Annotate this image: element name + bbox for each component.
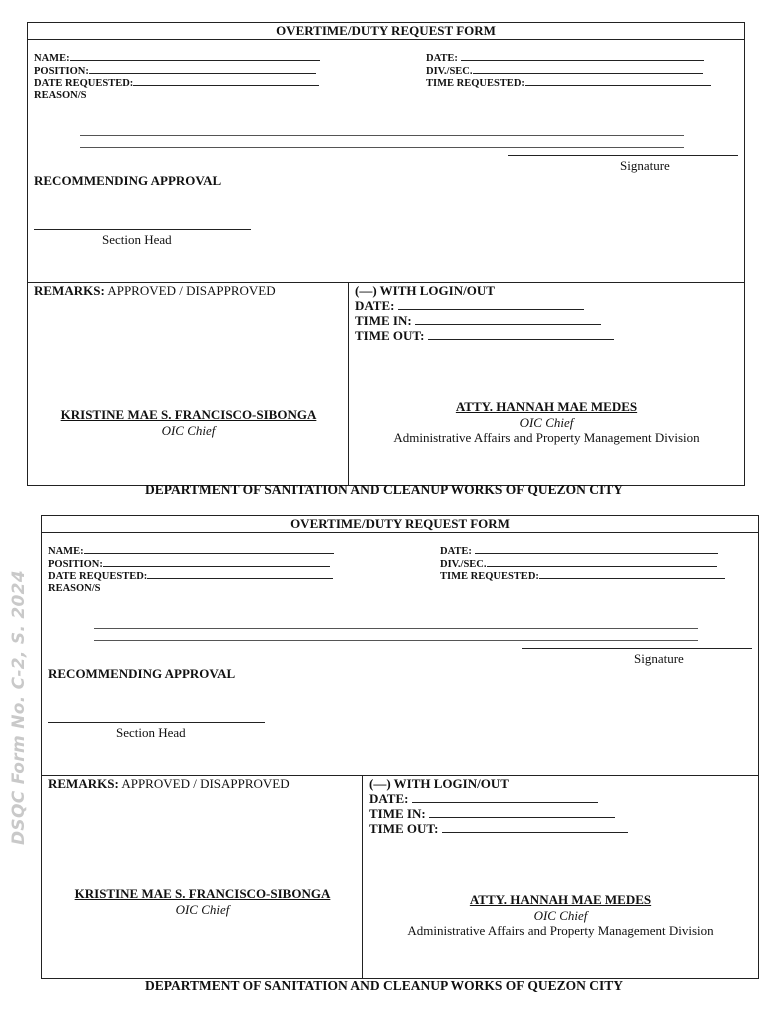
remarks-label: REMARKS: xyxy=(34,283,105,298)
time-in-field[interactable] xyxy=(415,314,601,325)
right-signatory-title: OIC Chief xyxy=(533,907,588,923)
div-sec-field[interactable] xyxy=(487,558,717,567)
time-out-field[interactable] xyxy=(428,329,614,340)
time-in-field[interactable] xyxy=(429,807,615,818)
form-title: OVERTIME/DUTY REQUEST FORM xyxy=(28,23,744,40)
date-requested-label: DATE REQUESTED: xyxy=(48,571,148,582)
approval-section xyxy=(42,775,758,978)
login-cell xyxy=(363,776,758,979)
reason-line-2[interactable] xyxy=(80,147,684,148)
time-requested-field[interactable] xyxy=(525,77,711,86)
time-out-field[interactable] xyxy=(442,822,628,833)
department-name: DEPARTMENT OF SANITATION AND CLEANUP WORKS OF QUEZON CITY xyxy=(144,482,624,497)
signature-line[interactable] xyxy=(522,648,752,649)
left-signatory-name: KRISTINE MAE S. FRANCISCO-SIBONGA xyxy=(74,886,331,901)
right-signatory xyxy=(349,399,744,446)
remarks-label: REMARKS: xyxy=(48,776,119,791)
login-date-field[interactable] xyxy=(412,792,598,803)
name-label: NAME: xyxy=(34,53,70,64)
left-signatory xyxy=(42,886,363,917)
name-label: NAME: xyxy=(48,546,84,557)
left-signatory-name: KRISTINE MAE S. FRANCISCO-SIBONGA xyxy=(60,407,317,422)
name-field[interactable] xyxy=(84,545,334,554)
section-head-signature-line[interactable] xyxy=(48,722,265,723)
right-signatory xyxy=(363,892,758,939)
right-signatory-title: OIC Chief xyxy=(519,414,574,430)
right-signatory-division: Administrative Affairs and Property Management Division xyxy=(393,430,700,445)
section-head-signature-line[interactable] xyxy=(34,229,251,230)
request-fields xyxy=(34,52,738,102)
time-out-label: TIME OUT: xyxy=(369,821,439,836)
section-head-label: Section Head xyxy=(116,725,186,740)
overtime-request-form-2 xyxy=(41,515,759,979)
form-title: OVERTIME/DUTY REQUEST FORM xyxy=(42,516,758,533)
department-name: DEPARTMENT OF SANITATION AND CLEANUP WORKS OF QUEZON CITY xyxy=(144,978,624,993)
reason-line-1[interactable] xyxy=(80,135,684,136)
signature-line[interactable] xyxy=(508,155,738,156)
date-field[interactable] xyxy=(475,545,718,554)
left-signatory-title: OIC Chief xyxy=(175,901,230,917)
date-requested-label: DATE REQUESTED: xyxy=(34,78,134,89)
position-field[interactable] xyxy=(103,558,330,567)
remarks xyxy=(34,283,276,299)
request-section xyxy=(28,40,744,282)
date-label: DATE: xyxy=(426,53,458,64)
div-sec-label: DIV./SEC. xyxy=(426,65,473,77)
login-cell xyxy=(349,283,744,486)
right-signatory-name: ATTY. HANNAH MAE MEDES xyxy=(455,399,638,414)
left-signatory xyxy=(28,407,349,438)
time-requested-field[interactable] xyxy=(539,570,725,579)
reasons-label: REASON/S xyxy=(48,582,101,594)
section-head-label: Section Head xyxy=(102,232,172,247)
with-login-out-checkbox[interactable]: (—) WITH LOGIN/OUT xyxy=(369,776,509,791)
right-signatory-name: ATTY. HANNAH MAE MEDES xyxy=(469,892,652,907)
time-in-label: TIME IN: xyxy=(355,313,412,328)
time-in-label: TIME IN: xyxy=(369,806,426,821)
signature-label: Signature xyxy=(620,158,670,173)
date-requested-field[interactable] xyxy=(147,570,333,579)
date-requested-field[interactable] xyxy=(133,77,319,86)
login-date-label: DATE: xyxy=(355,298,395,313)
login-block xyxy=(355,283,614,343)
recommending-approval-label: RECOMMENDING APPROVAL xyxy=(34,173,222,188)
time-out-label: TIME OUT: xyxy=(355,328,425,343)
form-number-watermark: DSQC Form No. C-2, S. 2024 xyxy=(9,570,29,845)
right-signatory-division: Administrative Affairs and Property Management Division xyxy=(407,923,714,938)
login-date-label: DATE: xyxy=(369,791,409,806)
remarks-options[interactable]: APPROVED / DISAPPROVED xyxy=(107,283,276,298)
reason-line-1[interactable] xyxy=(94,628,698,629)
time-requested-label: TIME REQUESTED: xyxy=(426,78,525,89)
approval-section xyxy=(28,282,744,485)
date-label: DATE: xyxy=(440,546,472,557)
reason-line-2[interactable] xyxy=(94,640,698,641)
time-requested-label: TIME REQUESTED: xyxy=(440,571,539,582)
login-date-field[interactable] xyxy=(398,299,584,310)
position-label: POSITION: xyxy=(48,558,103,570)
remarks-cell xyxy=(28,283,349,486)
signature-label: Signature xyxy=(634,651,684,666)
name-field[interactable] xyxy=(70,52,320,61)
position-field[interactable] xyxy=(89,65,316,74)
request-fields xyxy=(48,545,752,595)
reasons-label: REASON/S xyxy=(34,89,87,101)
remarks-cell xyxy=(42,776,363,979)
request-section xyxy=(42,533,758,775)
login-block xyxy=(369,776,628,836)
with-login-out-checkbox[interactable]: (—) WITH LOGIN/OUT xyxy=(355,283,495,298)
div-sec-label: DIV./SEC. xyxy=(440,558,487,570)
remarks xyxy=(48,776,290,792)
overtime-request-form-1 xyxy=(27,22,745,486)
position-label: POSITION: xyxy=(34,65,89,77)
date-field[interactable] xyxy=(461,52,704,61)
left-signatory-title: OIC Chief xyxy=(161,422,216,438)
recommending-approval-label: RECOMMENDING APPROVAL xyxy=(48,666,236,681)
div-sec-field[interactable] xyxy=(473,65,703,74)
remarks-options[interactable]: APPROVED / DISAPPROVED xyxy=(121,776,290,791)
